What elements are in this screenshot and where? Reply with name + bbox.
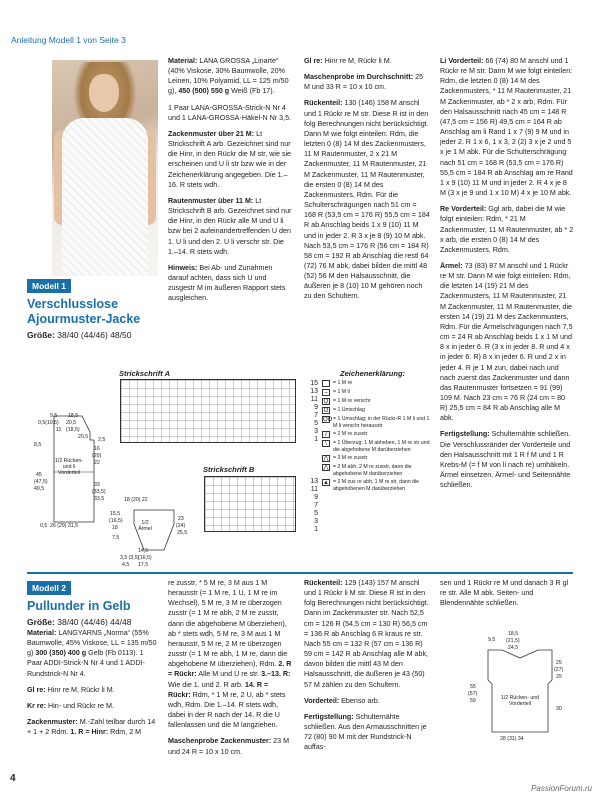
sketch3-dim-d: 24,5 <box>508 645 519 651</box>
chart-a-title: Strickschrift A <box>119 369 170 378</box>
paragraph: Fertigstellung: Schulternähte schließen. Die Verschlussränder der Vorderteile und den Halsausschnitt mit 1 R f M und 1 R Krebs-M (= f M von li nach re) umhäkeln. Ärmel einsetzen. Ärmel- und Seitennähte schließen. <box>440 430 571 490</box>
legend-text: = 1 Umschlag <box>333 407 365 413</box>
row-number: 3 <box>314 428 318 435</box>
sketch2-dim-h: 7,5 <box>112 535 120 541</box>
modell1-title-line1: Verschlusslose <box>27 297 119 311</box>
row-number: 5 <box>314 420 318 427</box>
paragraph: Material: LANGYARNS „Norma“ (55% Baumwolle, 45% Viskose, LL = 135 m/50 g) 300 (350) 400 g Gelb (Fb 0113). 1 Paar ADDI-Strick-N Nr 4 und 1 ADDI-Rundstrick-N Nr 4. <box>27 629 157 678</box>
sketch1-dim-j: 45 <box>36 472 42 478</box>
legend-symbol-icon: ▲ <box>323 480 329 486</box>
chart-b-title: Strickschrift B <box>203 465 255 474</box>
sketch2-dim-l: 3,5 (3,5) <box>120 555 140 561</box>
paragraph: Gl re: Hinr re M, Rückr li M. <box>27 685 115 694</box>
paragraph: Kr re: Hin- und Rückr re M. <box>27 701 114 710</box>
row-number: 1 <box>314 436 318 443</box>
modell1-col3 <box>304 56 430 308</box>
legend-symbol-icon: ⋀ <box>323 456 329 462</box>
row-number: 7 <box>314 502 318 509</box>
chart-a-row-numbers <box>300 380 318 444</box>
sketch1-dim-m: 16 <box>94 446 100 452</box>
sketch3-dim-c: (21,5) <box>506 638 520 644</box>
sketch1-dim-f: (18,5) <box>66 427 80 433</box>
legend-text: = 1 M re <box>333 380 353 386</box>
paragraph: Rautenmuster über 11 M: Lt Strickschrift B arb. Gezeichnet sind nur die Hinr, in den Rückr alle M und U li bzw bei 2 aufeinandertreffenden U den 1. U li und den 2. U li verschr str. Die 1.–14. R stets wdh. <box>168 196 292 256</box>
modell2-col3 <box>304 578 430 759</box>
sketch1-dim-h: 8,5 <box>34 442 42 448</box>
row-number: 11 <box>310 486 318 493</box>
legend-symbol-icon: ⋀ <box>323 465 329 471</box>
sketch3-dim-f: (27) <box>554 667 564 673</box>
chart-b-grid <box>204 476 296 532</box>
row-number: 9 <box>314 404 318 411</box>
sketch2-dim-f: (24) <box>176 523 186 529</box>
sketch1-dim-r: 33,5 <box>94 496 105 502</box>
sketch1-dim-l: 49,5 <box>34 486 45 492</box>
row-number: 5 <box>314 510 318 517</box>
modell2-col1 <box>27 628 159 743</box>
sketch2-label: 1/2 Ärmel <box>138 520 152 532</box>
legend-item <box>322 389 434 396</box>
legend-item <box>322 407 434 414</box>
sketch1-dim-i: 2,5 <box>98 437 106 443</box>
sketch2-dim-e: 23 <box>178 516 184 522</box>
sketch3-dim-g: 29 <box>556 674 562 680</box>
sketch1-dim-c: 11 <box>56 427 62 433</box>
row-number: 9 <box>314 494 318 501</box>
legend-text: = 2 M abh, 2 M re zusstr, dann die abgehobene M darüberziehen <box>333 464 412 477</box>
sketch1-dim-o: 22 <box>94 460 100 466</box>
row-number: 11 <box>310 396 318 403</box>
legend-item <box>322 440 434 453</box>
legend-symbol-icon <box>322 380 330 387</box>
sketch3-dim-e: 25 <box>556 660 562 666</box>
modell2-title-block <box>27 578 167 627</box>
legend-symbol-icon: / <box>322 431 330 438</box>
page-number: 4 <box>10 773 16 784</box>
paragraph: Maschenprobe Zackenmuster: 23 M und 24 R = 10 x 10 cm. <box>168 737 290 756</box>
paragraph: re zusstr, * 5 M re, 3 M aus 1 M herausstr (= 1 M re, 1 U, 1 M re im Wechsel), 5 M re, 3 M re überzogen zusstr (= 1 M re abh, 2 M re zusstr, dann die abgehobene M überziehen), ab * stets wdh, 5 M re, 3 M aus 1 M herausstr, 5 M re, 2 M re überzogen zusstr (= 1 M re abh, 1 M re, dann die abgehobene M überziehen), Rdm. 2. R = Rückr: Alle M und U re str. 3.–13. R: Wie die 1. und 2. R arb. 14. R = Rückr: Rdm, * 1 M re, 2 U, ab * stets wdh, Rdm. Die 1.–14. R stets wdh, dabei in der R nach der 14. R die U fallenlassen und die M langziehen. <box>168 579 292 730</box>
legend-item <box>322 479 434 492</box>
sketch1-dim-e: 20,5 <box>66 420 77 426</box>
modell2-col4 <box>440 578 574 614</box>
paragraph: 1 Paar LANA-GROSSA-Strick-N Nr 4 und 1 LANA-GROSSA-Häkel-N Nr 3,5. <box>168 103 292 122</box>
paragraph: Rückenteil: 129 (143) 157 M anschl und 1 Rückr li M str. Diese R ist in den folg Berechnungen nicht berücksichtigt. Dann im Zackenmuster str. Nach 52,5 cm = 126 R (54,5 cm = 130 R) 56,5 cm = 136 R ab Anschlag 6 R kraus re str. Nach 55 cm = 132 R (57 cm = 136 R) 59 cm = 142 R ab Anschlag alle M abk, davon bilden die mittl 43 M den Halsausschnitt, die äußeren je 43 (50) 57 M zählen zu den Schultern. <box>304 579 429 689</box>
paragraph: Rückenteil: 130 (146) 158 M anschl und 1 Rückr re M str. Diese R ist in den folg Berechnungen nicht berücksichtigt. Dann M wie folgt einteilen: Rdm, die letzten 0 (8) 14 M des Zackenmusters, 11 M Rautenmuster, 2 x 21 M Zackenmuster, 11 M Rautenmuster, 21 M Zackenmuster, 11 M Rautenmuster, die ersten 0 (8) 14 M des Zackenmusters, Rdm. Für die Schulterschrägungen nach 51 cm = 168 R (53,5 cm = 176 R) 55,5 cm = 184 R ab Anschlag beids 1 x 9 (10) 11 M und in jeder 2. R 3 x je 8 (9) 10 M abk. Nach 53,5 cm = 176 R (56 cm = 184 R) 58 cm = 192 R ab Anschlag die restl 64 (72) 76 M abk, dabei bilden die mittl 48 (52) 56 M den Halsausschnitt, die äußeren je 8 (10) 10 M gehören noch zu den Schultern. <box>304 99 430 301</box>
legend-text: = 2 M re zusstr <box>333 431 368 437</box>
row-number: 7 <box>314 412 318 419</box>
legend-item <box>322 455 434 462</box>
sketch3-dim-l: 28 (31) 34 <box>500 736 524 742</box>
legend <box>322 380 434 494</box>
legend-symbol-icon: \ <box>322 440 330 447</box>
row-number: 13 <box>310 478 318 485</box>
legend-text: = 3 M re zusstr <box>333 455 368 461</box>
legend-symbol-icon: Q <box>323 399 329 405</box>
paragraph: Maschenprobe im Durchschnitt: 25 M und 33 R = 10 x 10 cm. <box>304 73 424 92</box>
sketch1-label: 1/2 Rücken- und li Vorderteil <box>55 458 83 476</box>
sketch3-dim-a: 9,5 <box>488 637 496 643</box>
sketch1-dim-p: 33 <box>94 482 100 488</box>
sketch3-dim-h: 55 <box>470 684 476 690</box>
modell2-title: Pullunder in Gelb <box>27 599 131 613</box>
sketch-pullunder <box>480 640 560 740</box>
legend-text: = 2 M zus re abh, 1 M re str, dann die abgehobenen M darüberziehen <box>333 479 420 492</box>
modell1-title-line2: Ajourmuster-Jacke <box>27 312 141 326</box>
modell1-col2 <box>168 56 292 309</box>
sketch1-dim-g: 20,5 <box>78 434 89 440</box>
sketch1-dim-q: (33,5) <box>92 489 106 495</box>
paragraph: sen und 1 Rückr re M und danach 3 R gl re str. Alle M abk. Seiten- und Blendennähte schließen. <box>440 579 569 608</box>
legend-item <box>322 464 434 477</box>
paragraph: Hinweis: Bei Ab- und Zunahmen darauf achten, dass sich U und zusgestr M im äußeren Rapport stets ausgleichen. <box>168 263 286 303</box>
row-number: 15 <box>310 380 318 387</box>
paragraph: Vorderteil: Ebenso arb. <box>304 696 380 705</box>
sketch1-dim-s: 26 (29) 31,5 <box>50 523 78 529</box>
legend-title: Zeichenerklärung: <box>340 369 406 378</box>
chart-a-grid <box>120 379 296 443</box>
sketch3-dim-k: 30 <box>556 706 562 712</box>
modell1-size: Größe: 38/40 (44/46) 48/50 <box>27 330 132 340</box>
section-divider <box>27 572 573 574</box>
paragraph: Zackenmuster: M.-Zahl teilbar durch 14 + 1 + 2 Rdm. 1. R = Hinr: Rdm, 2 M <box>27 718 156 737</box>
legend-symbol-icon: O <box>323 408 329 414</box>
legend-item <box>322 398 434 405</box>
sketch3-dim-j: 59 <box>470 698 476 704</box>
sketch2-dim-g: 25,5 <box>177 530 188 536</box>
legend-text: = 1 Umschlag; in der Rückr-R 1 M li und 1 M li verschr herausstr <box>333 416 430 429</box>
sketch2-dim-i: 14,5 <box>138 548 149 554</box>
chart-b-row-numbers <box>300 478 318 534</box>
modell1-col4 <box>440 56 574 496</box>
legend-item <box>322 380 434 387</box>
sketch2-dim-k: 17,5 <box>138 562 149 568</box>
paragraph: Gl re: Hinr re M, Rückr li M. <box>304 57 392 65</box>
model-photo <box>52 60 158 276</box>
legend-text: = 1 M re verschr <box>333 398 371 404</box>
legend-symbol-icon: OO <box>323 417 333 423</box>
paragraph: Zackenmuster über 21 M: Lt Strickschrift A arb. Gezeichnet sind nur die Hinr, in den Rückr die M str, wie sie erscheinen und U li str bzw wie in der Zeichenerklärung angegeben. Die 1.–16. R stets wdh. <box>168 129 292 189</box>
modell2-col2 <box>168 578 292 763</box>
paragraph: Material: LANA GROSSA „Linarte“ (40% Viskose, 30% Baumwolle, 20% Leinen, 10% Polyamid, LL = 125 m/50 g), 450 (500) 550 g Weiß (Fb 17). <box>168 57 289 96</box>
row-number: 1 <box>314 526 318 533</box>
page-header: Anleitung Modell 1 von Seite 3 <box>11 35 126 45</box>
sketch2-dim-m: 4,5 <box>122 562 130 568</box>
paragraph: Fertigstellung: Schulternähte schließen. Aus den Armausschnitten je 72 (80) 90 M mit der Rundstrick-N auffas- <box>304 712 427 752</box>
paragraph: Li Vorderteil: 66 (74) 80 M anschl und 1 Rückr re M str. Dann M wie folgt einteilen: Rdm, die letzten 0 (8) 14 M des Zackenmusters, * 11 M Rautenmuster, 21 M Zackenmuster, ab * 2 x arb, Rdm. Für den Halsausschnitt nach 45 cm = 148 R (47,5 cm = 156 R) 49,5 cm = 164 R ab Anschlag am li Rand 1 x 7 (9) 9 M und in jeder 2. R 1 x 6, 1 x 3, 2 (2) 3 x je 2 und 5 x je 1 M abk. Für die Schulterschrägung nach 51 cm = 168 R (53,5 cm = 176 R) 55,5 cm = 184 R ab Anschlag am re Rand 1 x 9 (10) 11 M und in jeder 2. R 4 x je 8 M (3 x je 9 und 1 x 10 M) 4 x je 10 M abk. <box>440 57 573 198</box>
sketch1-dim-b: 0,5(10,5) <box>38 420 59 426</box>
sketch2-dim-d: 18 <box>112 525 118 531</box>
sketch1-dim-k: (47,5) <box>34 479 48 485</box>
modell1-title-block <box>27 276 167 340</box>
legend-item <box>322 431 434 438</box>
sketch3-dim-i: (57) <box>468 691 478 697</box>
sketch1-dim-d: 18,5 <box>68 413 79 419</box>
sketch2-dim-j: (16,5) <box>138 555 152 561</box>
row-number: 13 <box>310 388 318 395</box>
sketch3-label: 1/2 Rücken- und Vorderteil <box>500 695 540 707</box>
legend-symbol-icon: – <box>322 389 330 396</box>
legend-text: = 1 Überzug: 1 M abheben, 1 M re str und die abgehobene M darüberziehen <box>333 440 430 453</box>
sketch1-dim-t: 0,5 <box>40 523 48 529</box>
legend-text: = 1 M li <box>333 389 350 395</box>
paragraph: Ärmel: 73 (83) 87 M anschl und 1 Rückr re M str. Dann M wie folgt einteilen: Rdm, die letzten 14 (19) 21 M des Zackenmusters, 11 M Rautenmuster, 21 M Zackenmuster, 11 M Rautenmuster, die ersten 14 (19) 21 M des Zackenmusters, Rdm. Für die Ärmelschrägungen nach 7,5 cm = 24 R ab Anschlag beids 1 x 1 M und 8 x in jeder 6. R (3 x in jeder 8. R und 4 x in jeder 6. R) 8 x in jeder 6. R und 2 x in jeder 4. R je 1 M zun, dabei nach und nach zuerst das Zackenmuster und dann das Rautenmuster fortsetzen = 91 (99) 109 M. Nach 23 cm = 76 R (24 cm = 80 R) 25,5 cm = 84 R ab Anschlag alle M abk. <box>440 261 573 423</box>
sketch2-dim-b: 15,5 <box>110 511 121 517</box>
modell2-size: Größe: 38/40 (44/46) 44/48 <box>27 617 132 627</box>
sketch2-dim-a: 18 (20) 22 <box>124 497 148 503</box>
modell2-tag: Modell 2 <box>27 581 71 595</box>
row-number: 3 <box>314 518 318 525</box>
site-watermark: PassionForum.ru <box>531 784 592 793</box>
sketch1-dim-top: 9,5 <box>50 413 58 419</box>
sketch2-dim-c: (16,5) <box>109 518 123 524</box>
sketch1-dim-n: (20) <box>92 453 102 459</box>
modell1-tag: Modell 1 <box>27 279 71 293</box>
legend-item <box>322 416 434 429</box>
sketch3-dim-b: 18,5 <box>508 631 519 637</box>
paragraph: Re Vorderteil: Ggl arb, dabei die M wie folgt einteilen: Rdm, * 21 M Zackenmuster, 11 M Rautenmuster, ab * 2 x arb, die ersten 0 (8) 14 M des Zackenmusters, Rdm. <box>440 205 574 254</box>
